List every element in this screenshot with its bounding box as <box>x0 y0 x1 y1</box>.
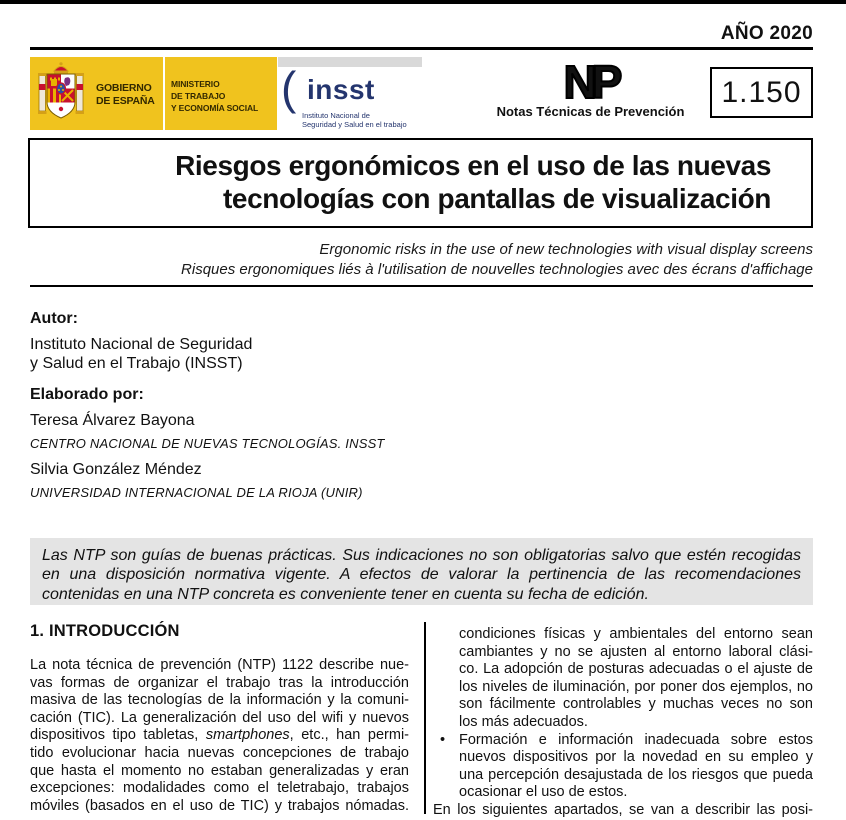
text-line: excepciones: modalidades como el teletrabajo, trabajos <box>30 780 409 797</box>
spain-coat-of-arms-icon <box>38 62 84 129</box>
gobierno-line1: GOBIERNO <box>96 82 152 94</box>
ministerio-line3: Y ECONOMÍA SOCIAL <box>171 103 259 113</box>
bullet-item-text <box>459 732 813 802</box>
year-label: AÑO 2020 <box>720 23 813 44</box>
author2-org: UNIVERSIDAD INTERNACIONAL DE LA RIOJA (UNIR) <box>30 485 363 500</box>
subtitle-french: Risques ergonomiques liés à l'utilisation de nouvelles technologies avec des écrans d'affichage <box>181 260 813 278</box>
column-divider <box>424 622 426 814</box>
government-logo-block <box>30 57 277 130</box>
text-line: condiciones físicas y ambientales del entorno sean <box>459 626 813 642</box>
left-column <box>30 622 409 815</box>
ntp-glyph: NP <box>563 56 618 108</box>
text-line: los niveles de iluminación, por poner dos ejemplos, no <box>459 678 813 695</box>
ntp-number: 1.150 <box>721 75 802 109</box>
text-line: cación (TIC). La generalización del uso del wifi y nuevos <box>30 709 409 726</box>
author2-name: Silvia González Méndez <box>30 461 202 478</box>
author1-org: CENTRO NACIONAL DE NUEVAS TECNOLOGÍAS. INSST <box>30 436 385 451</box>
autor-org-line1: Instituto Nacional de Seguridad <box>30 336 253 353</box>
text-line: que hasta el momento no estaban generalizadas y eran <box>30 762 409 779</box>
text-line: En los siguientes apartados, se van a describir las posi- <box>433 801 813 818</box>
insst-wordmark: insst <box>307 74 375 105</box>
ministerio-line1: MINISTERIO <box>171 79 220 89</box>
author1-name: Teresa Álvarez Bayona <box>30 412 195 429</box>
text-line: contenidas en una NTP concreta es conveniente tener en cuenta su fecha de edición. <box>42 585 649 603</box>
title-line1: Riesgos ergonómicos en el uso de las nuevas <box>175 150 771 181</box>
insst-gray-bar <box>278 57 422 67</box>
intro-paragraph <box>30 657 409 815</box>
text-line: una percepción desajustada de los riesgos que pueda <box>459 766 813 783</box>
closing-paragraph <box>433 802 813 820</box>
page-top-bar <box>0 0 846 4</box>
right-column <box>433 626 813 820</box>
text-line: son fácilmente controlables y muchas veces no son <box>459 696 813 713</box>
insst-tagline-line2: Seguridad y Salud en el trabajo <box>302 120 407 129</box>
title-line2: tecnologías con pantallas de visualización <box>222 183 771 214</box>
section-heading: 1. INTRODUCCIÓN <box>30 622 180 640</box>
translated-subtitles <box>181 240 813 279</box>
ntp-logo <box>468 56 713 119</box>
top-rule <box>30 47 813 50</box>
autor-org-line2: y Salud en el Trabajo (INSST) <box>30 355 243 372</box>
ntp-number-box <box>710 67 813 118</box>
elaborado-label: Elaborado por: <box>30 386 144 403</box>
text-line: Las NTP son guías de buenas prácticas. Sus indicaciones no son obligatorias salvo que estén recogidas <box>42 547 801 564</box>
insst-logo <box>278 62 428 133</box>
subtitle-english: Ergonomic risks in the use of new technologies with visual display screens <box>319 241 813 258</box>
bullet-item <box>433 732 813 802</box>
text-line: La nota técnica de prevención (NTP) 1122 describe nue- <box>30 657 409 673</box>
text-line: Formación e información inadecuada sobre estos <box>459 731 813 748</box>
text-line: ocasionar el uso de estos. <box>459 784 628 801</box>
logo-divider <box>163 57 165 130</box>
authors-block <box>30 309 460 502</box>
insst-tagline-line1: Instituto Nacional de <box>302 111 370 120</box>
text-line: tido evolucionar hacia nuevas concepciones de trabajo <box>30 744 409 761</box>
gobierno-label <box>96 82 155 108</box>
bullet-icon: • <box>440 731 446 748</box>
ntp-series-label: Notas Técnicas de Prevención <box>496 104 685 119</box>
insst-paren-glyph: ( <box>281 62 297 114</box>
ntp-notice-box <box>30 538 813 605</box>
ministerio-line2: DE TRABAJO <box>171 91 226 101</box>
mid-rule <box>30 285 813 287</box>
gobierno-line2: DE ESPAÑA <box>96 95 155 107</box>
text-line: cambiantes y no se ajusten al entorno laboral clási- <box>459 643 813 660</box>
text-line: dispositivos tipo tabletas, smartphones, etc., han permi- <box>30 727 410 744</box>
text-line: en una disposición normativa vigente. A efectos de valorar la pertinencia de las recomendaciones <box>42 566 801 584</box>
text-line: los más adecuados. <box>459 713 588 730</box>
ministerio-label <box>171 78 258 114</box>
insst-tagline <box>302 111 407 129</box>
text-line: masiva de las tecnologías de la información y la comuni- <box>30 692 409 709</box>
document-title-box <box>28 138 813 228</box>
autor-label: Autor: <box>30 310 78 327</box>
text-line: móviles (basados en el uso de TIC) y trabajos nómadas. <box>30 797 409 814</box>
text-line: co. La adopción de posturas adecuadas o el ajuste de <box>459 661 813 678</box>
text-line: vas formas de organizar el trabajo tras la introducción <box>30 674 409 691</box>
bullet-continuation-text <box>459 626 813 732</box>
text-line: nuevos dispositivos por la novedad en su empleo y <box>459 749 813 766</box>
